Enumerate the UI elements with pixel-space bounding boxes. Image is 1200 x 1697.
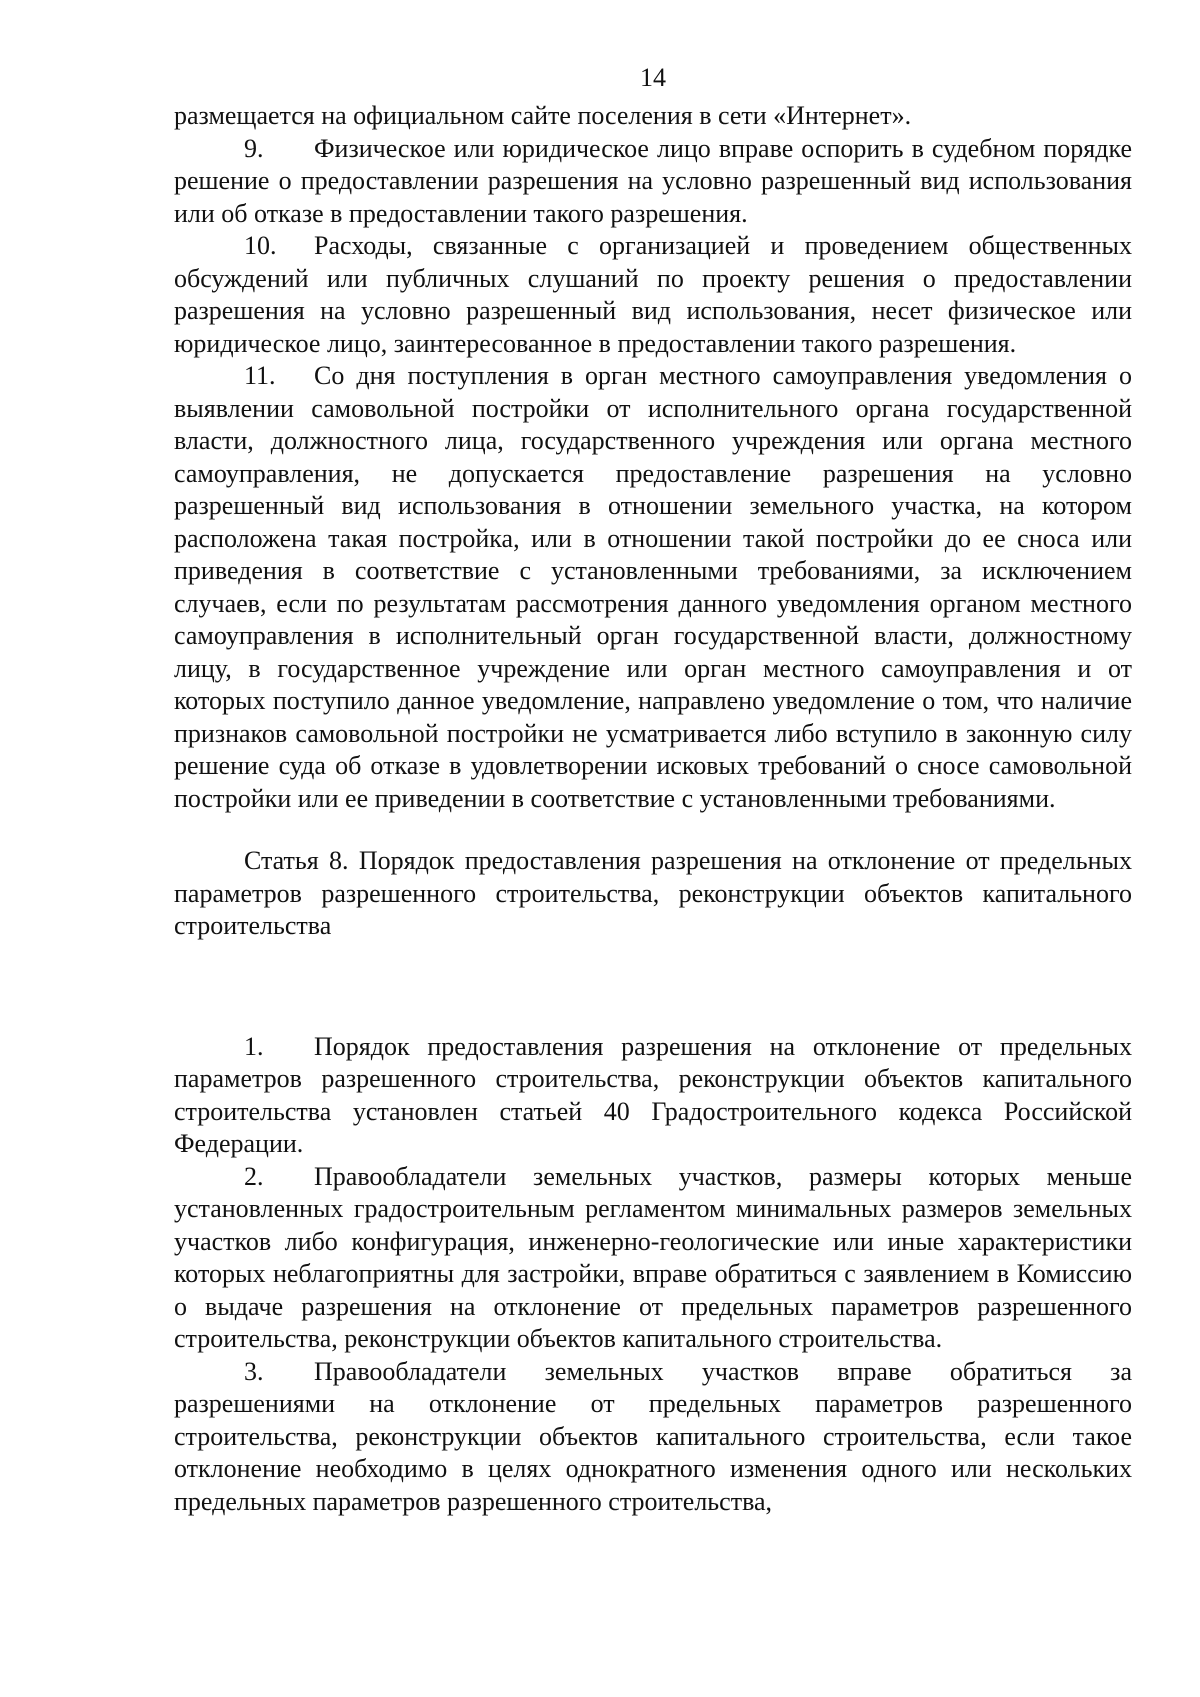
list-item-9 <box>174 133 1132 231</box>
item-number: 10. <box>244 231 277 260</box>
article-heading: Статья 8. Порядок предоставления разрешения на отклонение от предельных параметров разрешенного строительства, реконструкции объектов капитального строительства <box>174 846 1132 940</box>
page-number: 14 <box>640 63 666 92</box>
item-text: Физическое или юридическое лицо вправе оспорить в судебном порядке решение о предоставлении разрешения на условно разрешенный вид использования или об отказе в предоставлении такого разрешения. <box>174 133 1132 228</box>
section-spacer <box>174 969 1132 1031</box>
list-item-11 <box>174 360 1132 815</box>
item-text: Расходы, связанные с организацией и проведением общественных обсуждений или публичных слушаний по проекту решения о предоставлении разрешения на условно разрешенный вид использования, несет физическое или юридическое лицо, заинтересованное в предоставлении такого разрешения. <box>174 231 1132 358</box>
item-text: Правообладатели земельных участков, размеры которых меньше установленных градостроительным регламентом минимальных размеров земельных участков либо конфигурация, инженерно-геологические или иные характеристики которых неблагоприятны для застройки, вправе обратиться с заявлением в Комиссию о выдаче разрешения на отклонение от предельных параметров разрешенного строительства, реконструкции объектов капитального строительства. <box>174 1161 1132 1353</box>
item-text: Со дня поступления в орган местного самоуправления уведомления о выявлении самовольной постройки от исполнительного органа государственной власти, должностного лица, государственного учреждения или органа местного самоуправления, не допускается предоставление разрешения на условно разрешенный вид использования в отношении земельного участка, на котором расположена такая постройка, или в отношении такой постройки до ее сноса или приведения в соответствие с установленными требованиями, за исключением случаев, если по результатам рассмотрения данного уведомления органом местного самоуправления в исполнительный орган государственной власти, должностному лицу, в государственное учреждение или орган местного самоуправления и от которых поступило данное уведомление, направлено уведомление о том, что наличие признаков самовольной постройки не усматривается либо вступило в законную силу решение суда об отказе в удовлетворении исковых требований о сносе самовольной постройки или ее приведении в соответствие с установленными требованиями. <box>174 361 1132 813</box>
item-text: Правообладатели земельных участков вправе обратиться за разрешениями на отклонение от предельных параметров разрешенного строительства, реконструкции объектов капитального строительства, если такое отклонение необходимо в целях однократного изменения одного или нескольких предельных параметров разрешенного строительства, <box>174 1356 1132 1516</box>
continuation-paragraph: размещается на официальном сайте поселения в сети «Интернет». <box>174 101 912 130</box>
list-item-3 <box>174 1356 1132 1519</box>
list-item-10 <box>174 230 1132 360</box>
item-number: 2. <box>244 1161 264 1191</box>
document-page <box>174 62 1132 1518</box>
item-number: 3. <box>244 1356 264 1386</box>
item-number: 9. <box>244 133 264 163</box>
list-item-2 <box>174 1161 1132 1356</box>
item-number: 11. <box>244 361 276 390</box>
item-text: Порядок предоставления разрешения на отклонение от предельных параметров разрешенного строительства, реконструкции объектов капитального строительства установлен статьей 40 Градостроительного кодекса Российской Федерации. <box>174 1031 1132 1158</box>
item-number: 1. <box>244 1031 264 1061</box>
list-item-1 <box>174 1031 1132 1161</box>
